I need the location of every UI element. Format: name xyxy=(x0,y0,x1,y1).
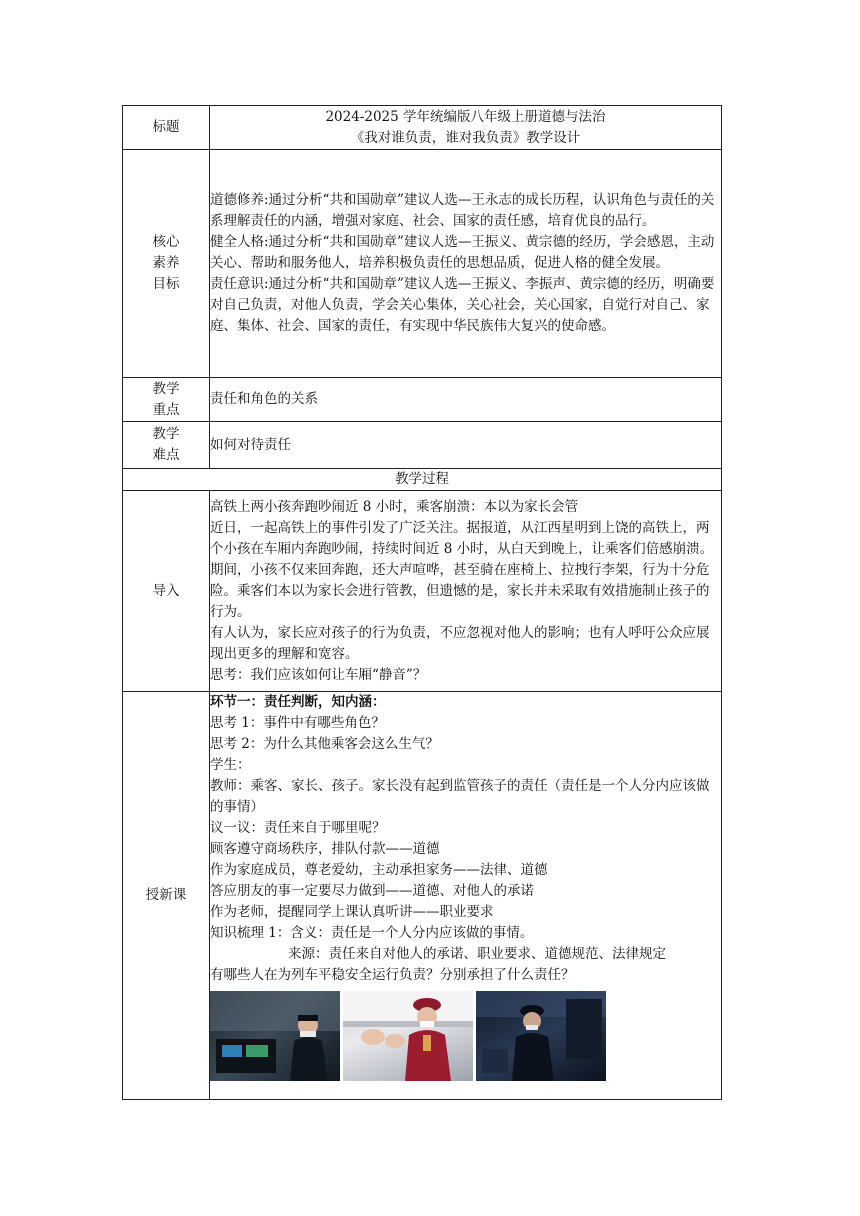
lesson-line: 知识梳理 1：含义：责任是一个人分内应该做的事情。 xyxy=(210,925,534,941)
goal-responsibility: 责任意识:通过分析“共和国勋章”建议人选—王振义、李振声、黄宗德的经历，明确要对自己负责，对他人负责，学会关心集体，关心社会，关心国家，自觉行对自己、家庭、集体、社会、国家的责任，有实现中华民族伟大复兴的使命感。 xyxy=(210,276,715,334)
attendant-photo xyxy=(343,991,473,1081)
photo-strip xyxy=(210,991,721,1081)
title-line-1: 2024-2025 学年统编版八年级上册道德与法治 xyxy=(325,108,606,125)
lesson-plan-table xyxy=(122,105,722,1100)
intro-label: 导入 xyxy=(123,491,210,692)
key-point-text: 责任和角色的关系 xyxy=(210,378,722,422)
conductor-photo xyxy=(476,991,606,1081)
process-header: 教学过程 xyxy=(123,469,722,491)
lesson-line: 答应朋友的事一定要尽力做到——道德、对他人的承诺 xyxy=(210,883,534,899)
lesson-line: 议一议：责任来自于哪里呢？ xyxy=(210,820,386,836)
train-driver-photo xyxy=(210,991,340,1081)
intro-row xyxy=(123,491,722,692)
difficult-point-row xyxy=(123,422,722,469)
intro-headline: 高铁上两小孩奔跑吵闹近 8 小时，乘客崩溃：本以为家长会管 xyxy=(210,498,579,515)
lesson-line: 顾客遵守商场秩序，排队付款——道德 xyxy=(210,841,440,857)
goal-moral: 道德修养:通过分析“共和国勋章”建议人选—王永志的成长历程，认识角色与责任的关系理解责任的内涵，增强对家庭、社会、国家的责任感，培育优良的品行。 xyxy=(210,192,715,229)
intro-story: 近日，一起高铁上的事件引发了广泛关注。据报道，从江西星明到上饶的高铁上，两个小孩在车厢内奔跑吵闹，持续时间近 8 小时，从白天到晚上，让乘客们倍感崩溃。期间，小孩不仅来回奔跑，还大声喧哗，甚至骑在座椅上、拉拽行李架，行为十分危险。乘客们本以为家长会进行管教，但遗憾的是，家长并未采取有效措施制止孩子的行为。 xyxy=(210,519,714,620)
process-header-row xyxy=(123,469,722,491)
section-title: 环节一：责任判断，知内涵： xyxy=(210,694,386,710)
lesson-line: 学生： xyxy=(210,757,251,773)
new-lesson-label: 授新课 xyxy=(123,692,210,1100)
core-goals-content xyxy=(210,150,722,378)
new-lesson-row xyxy=(123,692,722,1100)
new-lesson-content xyxy=(210,692,722,1100)
intro-content xyxy=(210,491,722,692)
key-point-row xyxy=(123,378,722,422)
lesson-line: 思考 1：事件中有哪些角色？ xyxy=(210,715,385,731)
title-label: 标题 xyxy=(123,106,210,150)
title-line-2: 《我对谁负责，谁对我负责》教学设计 xyxy=(350,129,581,146)
intro-opinions: 有人认为，家长应对孩子的行为负责，不应忽视对他人的影响；也有人呼吁公众应展现出更多的理解和宽容。 xyxy=(210,624,710,662)
goal-personality: 健全人格:通过分析“共和国勋章”建议人选—王振义、黄宗德的经历，学会感恩，主动关心、帮助和服务他人，培养积极负责任的思想品质，促进人格的健全发展。 xyxy=(210,234,715,271)
core-goals-label: 核心 素养 目标 xyxy=(123,150,210,378)
lesson-line: 作为老师，提醒同学上课认真听讲——职业要求 xyxy=(210,904,494,920)
lesson-line: 作为家庭成员，尊老爱幼，主动承担家务——法律、道德 xyxy=(210,862,548,878)
train-question: 有哪些人在为列车平稳安全运行负责？分别承担了什么责任？ xyxy=(210,967,575,983)
core-goals-row xyxy=(123,150,722,378)
difficult-point-text: 如何对待责任 xyxy=(210,422,722,469)
difficult-point-label: 教学 难点 xyxy=(123,422,210,469)
title-cell xyxy=(210,106,722,150)
lesson-line: 教师：乘客、家长、孩子。家长没有起到监管孩子的责任（责任是一个人分内应该做的事情） xyxy=(210,778,710,815)
lesson-line: 思考 2：为什么其他乘客会这么生气？ xyxy=(210,736,439,752)
title-row xyxy=(123,106,722,150)
key-point-label: 教学 重点 xyxy=(123,378,210,422)
source-line: 来源：责任来自对他人的承诺、职业要求、道德规范、法律规定 xyxy=(288,946,666,962)
intro-question: 思考：我们应该如何让车厢“静音”？ xyxy=(210,666,427,683)
